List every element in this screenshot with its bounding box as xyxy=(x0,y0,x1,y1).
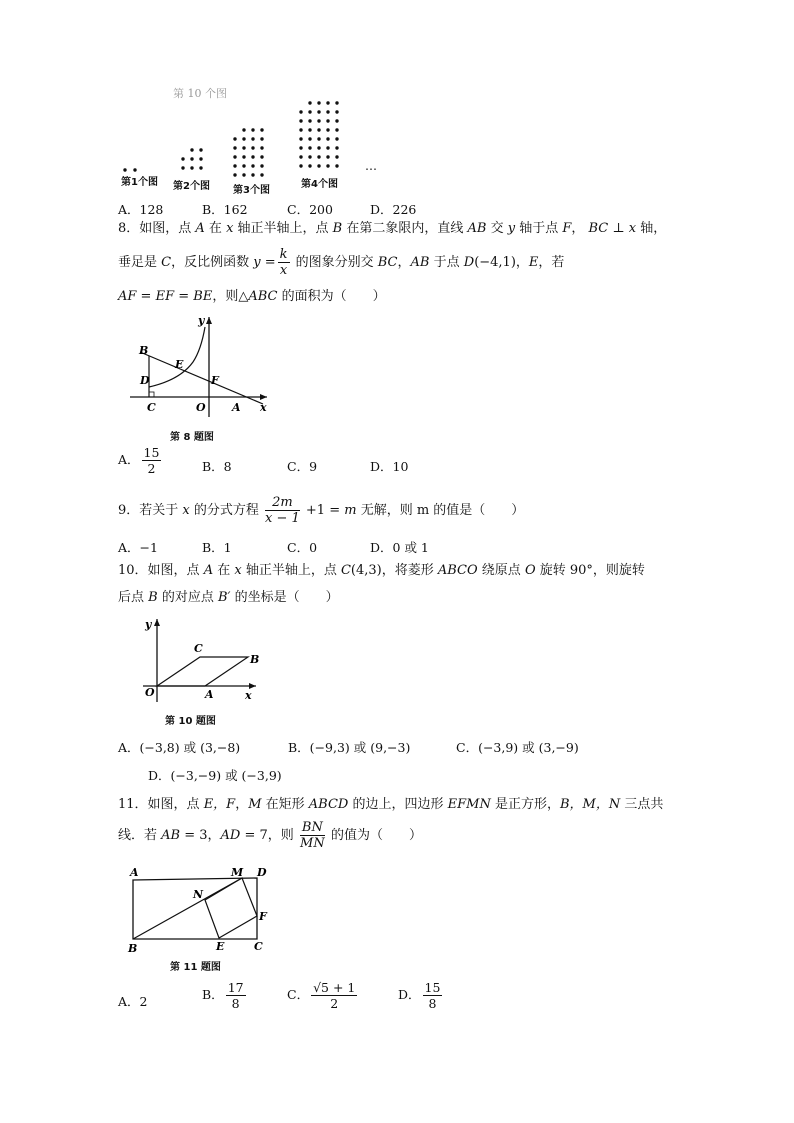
pattern-dot xyxy=(308,155,311,158)
svg-text:x: x xyxy=(260,401,267,414)
pattern-dot xyxy=(299,119,302,122)
pattern-dot xyxy=(251,164,254,167)
q7-option-b: B．162 xyxy=(202,202,248,217)
svg-text:y: y xyxy=(145,618,152,631)
pattern-dot xyxy=(199,157,202,160)
pattern-dot xyxy=(317,164,320,167)
pattern-dot xyxy=(242,137,245,140)
pattern-dot xyxy=(326,128,329,131)
pattern-dot xyxy=(317,119,320,122)
pattern-dot xyxy=(308,146,311,149)
q8-option-a: A． $\frac{15}{2}$ xyxy=(118,445,160,476)
q11-option-d: D． $\frac{15}{8}$ xyxy=(398,980,441,1011)
svg-text:B: B xyxy=(128,942,138,954)
dot-pattern-figure xyxy=(115,85,395,195)
svg-text:B: B xyxy=(139,344,149,357)
pattern-dot xyxy=(260,155,263,158)
pattern-dot xyxy=(242,155,245,158)
pattern-dot xyxy=(335,110,338,113)
q8-option-b: B．8 xyxy=(202,459,232,474)
pattern-dot xyxy=(317,137,320,140)
pattern-dot xyxy=(181,166,184,169)
q10-line-2: 后点 B 的对应点 B′ 的坐标是（ ） xyxy=(118,590,339,605)
pattern-dot xyxy=(326,110,329,113)
pattern-dot xyxy=(199,148,202,151)
pattern-dot xyxy=(326,137,329,140)
pattern-dot xyxy=(326,155,329,158)
pattern-dot xyxy=(326,146,329,149)
q7-option-c: C．200 xyxy=(287,202,333,217)
pattern-dot xyxy=(181,157,184,160)
pattern-label-1: 第1个图 xyxy=(121,177,158,188)
pattern-dot xyxy=(317,146,320,149)
pattern-dot xyxy=(251,155,254,158)
svg-text:A: A xyxy=(130,866,139,879)
q9-question: 9．若关于 x 的分式方程 $\frac{2m}{x - 1}$ +1 = m 无解，则 m 的值是（ ） xyxy=(118,495,525,526)
svg-text:N: N xyxy=(193,888,204,901)
svg-text:C: C xyxy=(147,401,156,414)
q11-line-1: 11．如图，点 E，F，M 在矩形 ABCD 的边上，四边形 EFMN 是正方形，B，M，N 三点共 xyxy=(118,797,664,812)
q10-figure xyxy=(138,614,268,704)
q11-option-a: A．2 xyxy=(118,994,148,1009)
q10-line-1: 10．如图，点 A 在 x 轴正半轴上，点 C(4,3)，将菱形 ABCO 绕原点 O 旋转 90°，则旋转 xyxy=(118,563,645,578)
svg-text:E: E xyxy=(175,358,184,371)
pattern-label-2: 第2个图 xyxy=(173,181,210,192)
q10-option-c: C．(−3,9) 或 (3,−9) xyxy=(456,740,579,755)
pattern-dot xyxy=(260,146,263,149)
svg-text:C: C xyxy=(194,642,203,655)
q9-option-a: A．−1 xyxy=(118,540,158,555)
svg-text:C: C xyxy=(254,940,263,953)
pattern-dot xyxy=(335,128,338,131)
q7-option-d: D．226 xyxy=(370,202,417,217)
pattern-dot xyxy=(251,146,254,149)
q11-line-2: 线．若 AB = 3，AD = 7，则 $\frac{BN}{MN}$ 的值为（ ） xyxy=(118,820,422,851)
pattern-dot xyxy=(335,119,338,122)
pattern-dot xyxy=(123,168,126,171)
pattern-dot xyxy=(242,128,245,131)
pattern-dot xyxy=(326,119,329,122)
svg-text:A: A xyxy=(232,401,241,414)
pattern-dot xyxy=(260,137,263,140)
pattern-dot xyxy=(242,173,245,176)
q10-option-b: B．(−9,3) 或 (9,−3) xyxy=(288,740,411,755)
pattern-dot xyxy=(190,166,193,169)
pattern-dot xyxy=(308,101,311,104)
q10-caption: 第 10 题图 xyxy=(165,716,216,727)
pattern-dot xyxy=(335,137,338,140)
pattern-dot xyxy=(260,173,263,176)
pattern-dot xyxy=(299,110,302,113)
pattern-dot xyxy=(308,137,311,140)
pattern-dot xyxy=(233,164,236,167)
q9-option-d: D．0 或 1 xyxy=(370,540,429,555)
dot-groups xyxy=(123,101,338,176)
pattern-dot xyxy=(299,155,302,158)
pattern-dot xyxy=(317,155,320,158)
pattern-dot xyxy=(233,137,236,140)
pattern-dot xyxy=(326,164,329,167)
svg-text:B: B xyxy=(250,653,260,666)
svg-text:M: M xyxy=(231,866,244,879)
pattern-dot xyxy=(260,164,263,167)
pattern-dot xyxy=(308,119,311,122)
pattern-dot xyxy=(299,164,302,167)
svg-text:D: D xyxy=(257,866,267,879)
pattern-dot xyxy=(317,110,320,113)
q9-option-b: B．1 xyxy=(202,540,232,555)
pattern-dot xyxy=(326,101,329,104)
q8-option-d: D．10 xyxy=(370,459,409,474)
pattern-dot xyxy=(251,128,254,131)
svg-text:F: F xyxy=(259,910,267,923)
pattern-dot xyxy=(199,166,202,169)
pattern-dot xyxy=(317,128,320,131)
q8-line-1: 8．如图，点 A 在 x 轴正半轴上，点 B 在第二象限内，直线 AB 交 y 轴于点 F， BC ⊥ x 轴， xyxy=(118,221,667,236)
pattern-dot xyxy=(190,157,193,160)
pattern-dot xyxy=(233,173,236,176)
ellipsis: … xyxy=(365,159,377,173)
svg-text:x: x xyxy=(245,689,252,702)
pattern-dot xyxy=(242,164,245,167)
pattern-dot xyxy=(133,168,136,171)
pattern-dot xyxy=(299,146,302,149)
q10-option-d: D．(−3,−9) 或 (−3,9) xyxy=(148,768,282,783)
pattern-dot xyxy=(299,137,302,140)
q8-option-c: C．9 xyxy=(287,459,318,474)
pattern-label-3: 第3个图 xyxy=(233,185,270,196)
svg-text:D: D xyxy=(140,374,150,387)
pattern-dot xyxy=(317,101,320,104)
svg-text:O: O xyxy=(196,401,206,414)
q8-caption: 第 8 题图 xyxy=(170,432,214,443)
q8-line-3: AF = EF = BE，则△ABC 的面积为（ ） xyxy=(118,289,386,304)
pattern-dot xyxy=(335,164,338,167)
pattern-dot xyxy=(299,128,302,131)
q7-option-a: A．128 xyxy=(118,202,164,217)
q8-line-2: 垂足是 C，反比例函数 y = $\frac{k}{x}$ 的图象分别交 BC，AB 于点 D(−4,1)，E，若 xyxy=(118,247,565,278)
q8-figure xyxy=(125,312,285,422)
svg-text:E: E xyxy=(216,940,225,953)
pattern-dot xyxy=(251,137,254,140)
q9-option-c: C．0 xyxy=(287,540,318,555)
svg-text:F: F xyxy=(211,374,219,387)
q10-option-a: A．(−3,8) 或 (3,−8) xyxy=(118,740,241,755)
cut-off-text: 第 10 个图 xyxy=(173,87,227,100)
pattern-dot xyxy=(260,128,263,131)
pattern-dot xyxy=(242,146,245,149)
pattern-dot xyxy=(335,146,338,149)
svg-text:O: O xyxy=(145,686,155,699)
q11-figure xyxy=(125,864,275,954)
pattern-dot xyxy=(308,164,311,167)
pattern-dot xyxy=(335,101,338,104)
q11-option-c: C． $\frac{√5 + 1}{2}$ xyxy=(287,980,356,1011)
pattern-dot xyxy=(251,173,254,176)
pattern-dot xyxy=(335,155,338,158)
q11-caption: 第 11 题图 xyxy=(170,962,221,973)
pattern-dot xyxy=(190,148,193,151)
pattern-dot xyxy=(308,110,311,113)
q11-option-b: B． $\frac{17}{8}$ xyxy=(202,980,244,1011)
pattern-label-4: 第4个图 xyxy=(301,179,338,190)
svg-text:A: A xyxy=(205,688,214,701)
pattern-dot xyxy=(233,146,236,149)
pattern-dot xyxy=(308,128,311,131)
pattern-dot xyxy=(233,155,236,158)
svg-text:y: y xyxy=(198,314,205,327)
